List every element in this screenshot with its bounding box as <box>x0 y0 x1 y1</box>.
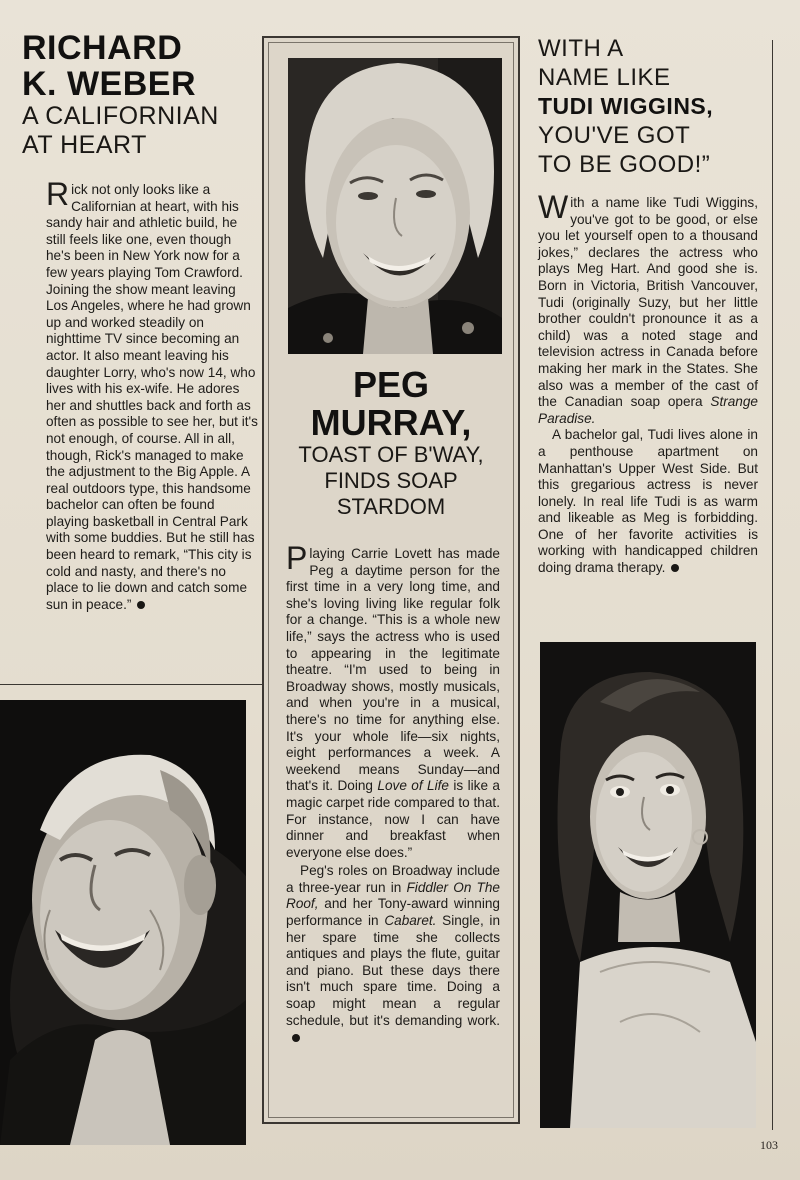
right-column-rule <box>772 40 773 1130</box>
end-mark <box>292 1034 300 1042</box>
peg-murray-name-line-2: MURRAY, <box>310 402 472 443</box>
dropcap-r: R <box>46 176 70 212</box>
love-of-life-title: Love of Life <box>377 778 449 794</box>
richard-weber-photo <box>0 700 246 1145</box>
end-mark <box>671 564 679 572</box>
peg-murray-subhead-line-3: STARDOM <box>336 494 446 519</box>
tudi-headline-line-1: WITH A <box>538 35 624 62</box>
richard-weber-name-line-1: RICHARD <box>22 29 183 67</box>
richard-weber-text: ick not only looks like a Californian at heart, with his sandy hair and athletic build, he still feels like one, even though he's been in New York now for a few years playing Tom Crawford. Joining the show meant leaving Los Angeles, where he had grown up and worked steadily on nighttime TV since becoming an actor. It also meant leaving his daughter Lorry, who's now 14, who lives with his ex-wife. He adores her and shuttles back and forth as often as possible to see her, but it's not enough, of course. All in all, though, Rick's managed to make the adjustment to the Big Apple. A real outdoors type, this handsome bachelor can often be found playing basketball in Central Park with some buddies. But he still has been heard to remark, “This city is cold and nasty, and there's no place to lie down and catch some sun in peace.” <box>46 182 258 612</box>
cabaret-title: Cabaret. <box>384 913 437 929</box>
tudi-paragraph-2 <box>538 427 758 576</box>
peg-murray-text-2a: Peg's roles on Broadway include a three-year run in <box>286 863 500 895</box>
peg-murray-text-2c: Single, in her spare time she collects antiques and plays the flute, guitar and piano. But these days there isn't much spare time. Doing a soap might mean a regular schedule, but it's demanding work. <box>286 913 501 1028</box>
peg-murray-subhead-line-2: FINDS SOAP <box>324 468 458 493</box>
peg-murray-text-2b: and her Tony-award winning performance in <box>286 896 500 929</box>
peg-murray-text-1-end: is like a magic carpet ride compared to that. For instance, now I can have dinner and breakfast when everyone else does.” <box>286 778 500 860</box>
strange-paradise-title: Strange Paradise. <box>538 394 758 426</box>
peg-murray-photo <box>288 58 502 354</box>
tudi-text-1: ith a name like Tudi Wiggins, you've got to be good, or else you let yourself open to a thousand jokes,” declares the actress who plays Meg Hart. And good she is. Born in Victoria, British Vancouver, Tudi (originally Suzy, but her little brother couldn't pronounce it as a child) was a noted stage and television actress in Canada before making her mark in the States. She also was a member of the cast of the Canadian soap opera <box>538 195 758 410</box>
peg-murray-name-line-1: PEG <box>352 364 430 405</box>
tudi-headline-line-5: TO BE GOOD!” <box>538 151 711 178</box>
peg-murray-story-box <box>262 36 520 1124</box>
end-mark <box>137 601 145 609</box>
dropcap-p: P <box>286 540 308 576</box>
richard-weber-body <box>22 176 258 613</box>
richard-weber-name-line-2: K. WEBER <box>22 65 196 103</box>
dropcap-w: W <box>538 189 569 225</box>
tudi-wiggins-body <box>538 189 758 577</box>
page-number: 103 <box>760 1138 778 1152</box>
fiddler-title: Fiddler On The Roof, <box>286 879 500 912</box>
tudi-wiggins-story <box>538 34 770 577</box>
peg-murray-headline <box>274 366 508 520</box>
peg-murray-paragraph-1 <box>286 540 500 861</box>
tudi-paragraph-1 <box>538 189 758 427</box>
left-column-rule <box>0 684 262 685</box>
tudi-headline-line-4: YOU'VE GOT <box>538 122 691 149</box>
tudi-headline-name: TUDI WIGGINS, <box>538 93 714 119</box>
peg-murray-body <box>286 540 501 1046</box>
peg-murray-text-1: laying Carrie Lovett has made Peg a daytime person for the first time in a very long time, and she's loving living like regular folk for a change. “This is a whole new life,” says the actress who is used to appearing in the legitimate theatre. “I'm used to being in Broadway shows, mostly musicals, and when you're in a musical, there's no time for anything else. It's your whole life—six nights, eight performances a week. A weekend means Sunday—and that's it. Doing <box>286 546 500 794</box>
tudi-headline-line-2: NAME LIKE <box>538 64 671 91</box>
richard-weber-subhead-line-2: AT HEART <box>22 131 147 159</box>
tudi-text-2: A bachelor gal, Tudi lives alone in a penthouse apartment on Manhattan's Upper West Side. But this gregarious actress is never lonely. In real life Tudi is as warm and likeable as Meg is forbidding. One of her favorite activities is working with handicapped children doing drama therapy. <box>538 427 758 576</box>
tudi-wiggins-photo <box>540 642 756 1128</box>
peg-murray-subhead-line-1: TOAST OF B'WAY, <box>298 442 484 467</box>
richard-weber-story <box>22 30 262 613</box>
peg-murray-paragraph-2 <box>286 863 500 1046</box>
richard-weber-subhead-line-1: A CALIFORNIAN <box>22 102 219 130</box>
